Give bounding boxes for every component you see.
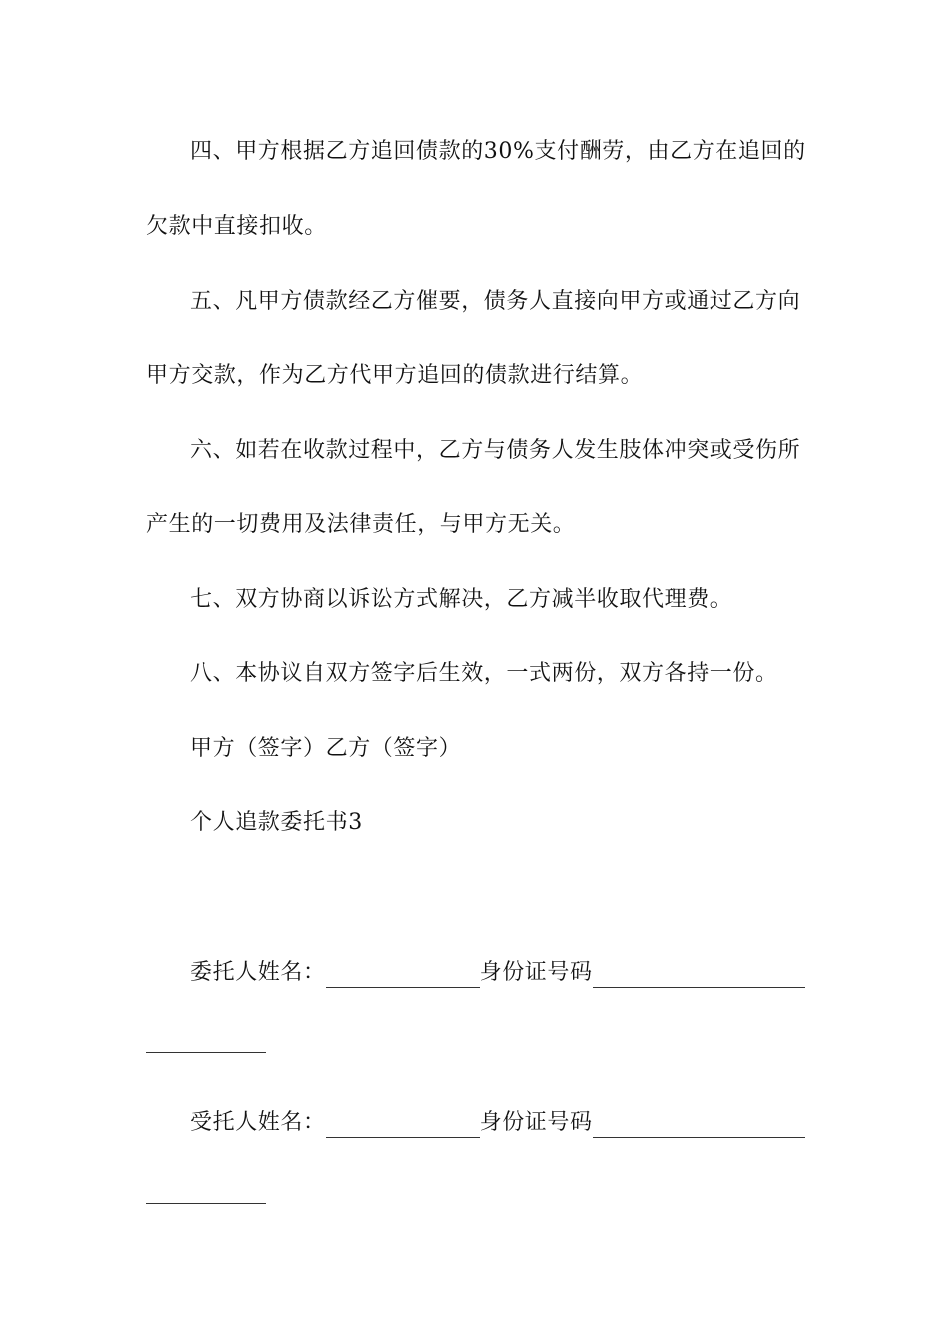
agent-id-field-continuation[interactable] xyxy=(146,1203,266,1204)
agent-name-field[interactable] xyxy=(326,1115,480,1138)
principal-name-label: 委托人姓名： xyxy=(190,960,326,985)
clause-6-line-1: 六、如若在收款过程中，乙方与债务人发生肢体冲突或受伤所 xyxy=(190,438,801,463)
clause-5-line-2: 甲方交款，作为乙方代甲方追回的债款进行结算。 xyxy=(146,363,644,388)
clause-4-line-2: 欠款中直接扣收。 xyxy=(146,214,327,239)
agent-name-label: 受托人姓名： xyxy=(190,1110,326,1135)
principal-id-field[interactable] xyxy=(593,965,805,988)
principal-id-field-continuation[interactable] xyxy=(146,1052,266,1053)
section-title: 个人追款委托书3 xyxy=(190,810,363,835)
clause-7: 七、双方协商以诉讼方式解决，乙方减半收取代理费。 xyxy=(190,587,733,612)
clause-6-line-2: 产生的一切费用及法律责任，与甲方无关。 xyxy=(146,512,576,537)
principal-id-label: 身份证号码 xyxy=(479,960,593,985)
clause-8: 八、本协议自双方签字后生效，一式两份，双方各持一份。 xyxy=(190,661,778,686)
signature-line: 甲方（签字）乙方（签字） xyxy=(190,736,462,761)
agent-id-label: 身份证号码 xyxy=(479,1110,593,1135)
agent-id-field[interactable] xyxy=(593,1115,805,1138)
clause-5-line-1: 五、凡甲方债款经乙方催要，债务人直接向甲方或通过乙方向 xyxy=(190,289,801,314)
principal-row xyxy=(190,958,805,988)
agent-row xyxy=(190,1108,805,1138)
principal-name-field[interactable] xyxy=(326,965,480,988)
clause-4-line-1: 四、甲方根据乙方追回债款的30%支付酬劳，由乙方在追回的 xyxy=(190,139,806,164)
